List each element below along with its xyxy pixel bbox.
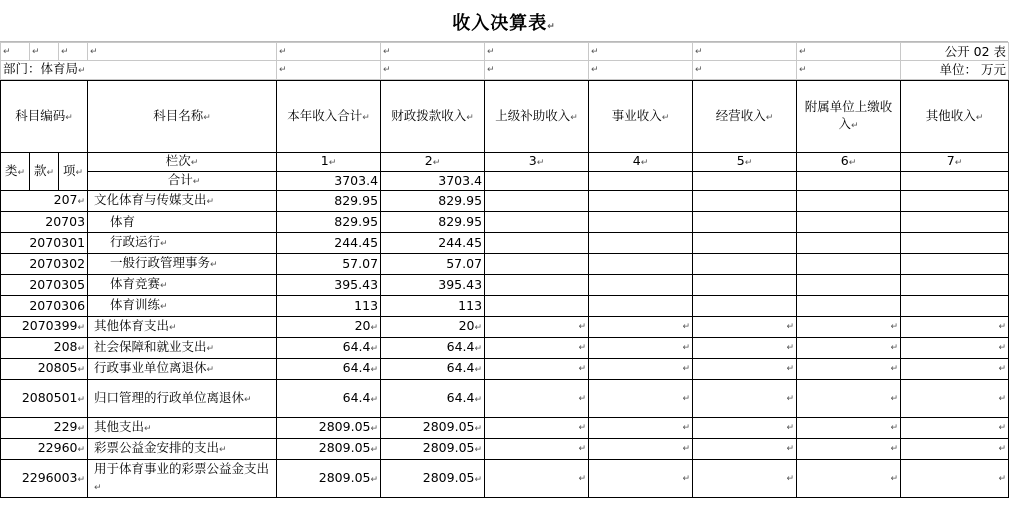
row-name: 其他支出↵ xyxy=(88,418,277,439)
row-fiscal: 829.95 xyxy=(381,191,485,212)
table-row xyxy=(1,254,1009,275)
title-row xyxy=(0,0,1008,42)
row-fiscal: 244.45 xyxy=(381,233,485,254)
row-code: 207↵ xyxy=(1,191,88,212)
row-fiscal: 829.95 xyxy=(381,212,485,233)
header-row xyxy=(1,81,1009,153)
row-fiscal: 2809.05↵ xyxy=(381,460,485,498)
table-row xyxy=(1,233,1009,254)
row-code: 22960↵ xyxy=(1,439,88,460)
row-total: 113 xyxy=(277,296,381,317)
row-name: 社会保障和就业支出↵ xyxy=(88,338,277,359)
row-name: 用于体育事业的彩票公益金支出↵ xyxy=(88,460,277,498)
row-name: 体育训练↵ xyxy=(88,296,277,317)
row-code: 229↵ xyxy=(1,418,88,439)
row-fiscal: 113 xyxy=(381,296,485,317)
row-total: 2809.05↵ xyxy=(277,460,381,498)
table-row xyxy=(1,172,1009,191)
header-operating: 经营收入↵ xyxy=(693,81,797,153)
row-name: 合计↵ xyxy=(88,172,277,191)
row-total: 57.07 xyxy=(277,254,381,275)
col-num: 3↵ xyxy=(485,153,589,172)
row-total: 64.4↵ xyxy=(277,380,381,418)
header-total: 本年收入合计↵ xyxy=(277,81,381,153)
row-total: 829.95 xyxy=(277,212,381,233)
row-fiscal: 3703.4 xyxy=(381,172,485,191)
table-row: 229↵ 其他支出↵ 2809.05↵ 2809.05↵ ↵ ↵ ↵ ↵ ↵ xyxy=(1,418,1009,439)
row-total: 20↵ xyxy=(277,317,381,338)
row-fiscal: 20↵ xyxy=(381,317,485,338)
header-upper: 上级补助收入↵ xyxy=(485,81,589,153)
department-label: 部门：体育局↵ xyxy=(1,61,277,80)
row-code: 2070399↵ xyxy=(1,317,88,338)
row-fiscal: 64.4↵ xyxy=(381,338,485,359)
header-info-table xyxy=(0,42,1009,80)
row-name: 其他体育支出↵ xyxy=(88,317,277,338)
row-fiscal: 57.07 xyxy=(381,254,485,275)
row-name: 行政事业单位离退休↵ xyxy=(88,359,277,380)
header-code: 科目编码↵ xyxy=(1,81,88,153)
header-business: 事业收入↵ xyxy=(589,81,693,153)
header-name: 科目名称↵ xyxy=(88,81,277,153)
header-kuan: 款↵ xyxy=(30,153,59,191)
row-code: 2070301 xyxy=(1,233,88,254)
row-total: 64.4↵ xyxy=(277,338,381,359)
lanci-label: 栏次↵ xyxy=(88,153,277,172)
header-fiscal: 财政拨款收入↵ xyxy=(381,81,485,153)
row-total: 2809.05↵ xyxy=(277,418,381,439)
row-fiscal: 395.43 xyxy=(381,275,485,296)
row-total: 244.45 xyxy=(277,233,381,254)
col-num: 4↵ xyxy=(589,153,693,172)
row-total: 3703.4 xyxy=(277,172,381,191)
table-row: 208↵ 社会保障和就业支出↵ 64.4↵ 64.4↵ ↵ ↵ ↵ ↵ ↵ xyxy=(1,338,1009,359)
table-row: 2070399↵ 其他体育支出↵ 20↵ 20↵ ↵ ↵ ↵ ↵ ↵ xyxy=(1,317,1009,338)
col-num: 7↵ xyxy=(901,153,1009,172)
unit-label: 单位： 万元 xyxy=(901,61,1009,80)
col-num: 6↵ xyxy=(797,153,901,172)
row-name: 体育竞赛↵ xyxy=(88,275,277,296)
table-row: 22960↵ 彩票公益金安排的支出↵ 2809.05↵ 2809.05↵ ↵ ↵ ↵ ↵ ↵ xyxy=(1,439,1009,460)
row-code: 208↵ xyxy=(1,338,88,359)
form-number-row: ↵ ↵ ↵ ↵ ↵ ↵ ↵ ↵ ↵ ↵ 公开 02 表 xyxy=(1,43,1009,61)
row-name: 文化体育与传媒支出↵ xyxy=(88,191,277,212)
header-affiliated: 附属单位上缴收入↵ xyxy=(797,81,901,153)
row-fiscal: 2809.05↵ xyxy=(381,418,485,439)
row-total: 64.4↵ xyxy=(277,359,381,380)
table-row xyxy=(1,275,1009,296)
header-other: 其他收入↵ xyxy=(901,81,1009,153)
row-name: 行政运行↵ xyxy=(88,233,277,254)
lanci-row xyxy=(1,153,1009,172)
row-fiscal: 64.4↵ xyxy=(381,359,485,380)
row-name: 彩票公益金安排的支出↵ xyxy=(88,439,277,460)
row-fiscal: 64.4↵ xyxy=(381,380,485,418)
row-code: 2296003↵ xyxy=(1,460,88,498)
row-code: 2070305 xyxy=(1,275,88,296)
row-code: 2070302 xyxy=(1,254,88,275)
row-code: 20703 xyxy=(1,212,88,233)
report-title: 收入决算表↵ xyxy=(452,13,556,34)
col-num: 5↵ xyxy=(693,153,797,172)
row-total: 395.43 xyxy=(277,275,381,296)
table-row xyxy=(1,191,1009,212)
header-lei: 类↵ xyxy=(1,153,30,191)
table-row: 2296003↵ 用于体育事业的彩票公益金支出↵ 2809.05↵ 2809.05↵ ↵ ↵ ↵ ↵ ↵ xyxy=(1,460,1009,498)
table-row xyxy=(1,296,1009,317)
row-total: 2809.05↵ xyxy=(277,439,381,460)
row-code: 20805↵ xyxy=(1,359,88,380)
col-num: 1↵ xyxy=(277,153,381,172)
col-num: 2↵ xyxy=(381,153,485,172)
row-fiscal: 2809.05↵ xyxy=(381,439,485,460)
dept-row: 部门：体育局↵ ↵ ↵ ↵ ↵ ↵ ↵ 单位： 万元 xyxy=(1,61,1009,80)
form-number: 公开 02 表 xyxy=(901,43,1009,61)
table-row: 2080501↵ 归口管理的行政单位离退休↵ 64.4↵ 64.4↵ ↵ ↵ ↵ ↵ ↵ xyxy=(1,380,1009,418)
row-total: 829.95 xyxy=(277,191,381,212)
header-xiang: 项↵ xyxy=(59,153,88,191)
row-name: 一般行政管理事务↵ xyxy=(88,254,277,275)
row-code: 2070306 xyxy=(1,296,88,317)
income-table xyxy=(0,80,1009,498)
table-row: 20805↵ 行政事业单位离退休↵ 64.4↵ 64.4↵ ↵ ↵ ↵ ↵ ↵ xyxy=(1,359,1009,380)
row-name: 体育 xyxy=(88,212,277,233)
row-code: 2080501↵ xyxy=(1,380,88,418)
row-name: 归口管理的行政单位离退休↵ xyxy=(88,380,277,418)
table-row xyxy=(1,212,1009,233)
